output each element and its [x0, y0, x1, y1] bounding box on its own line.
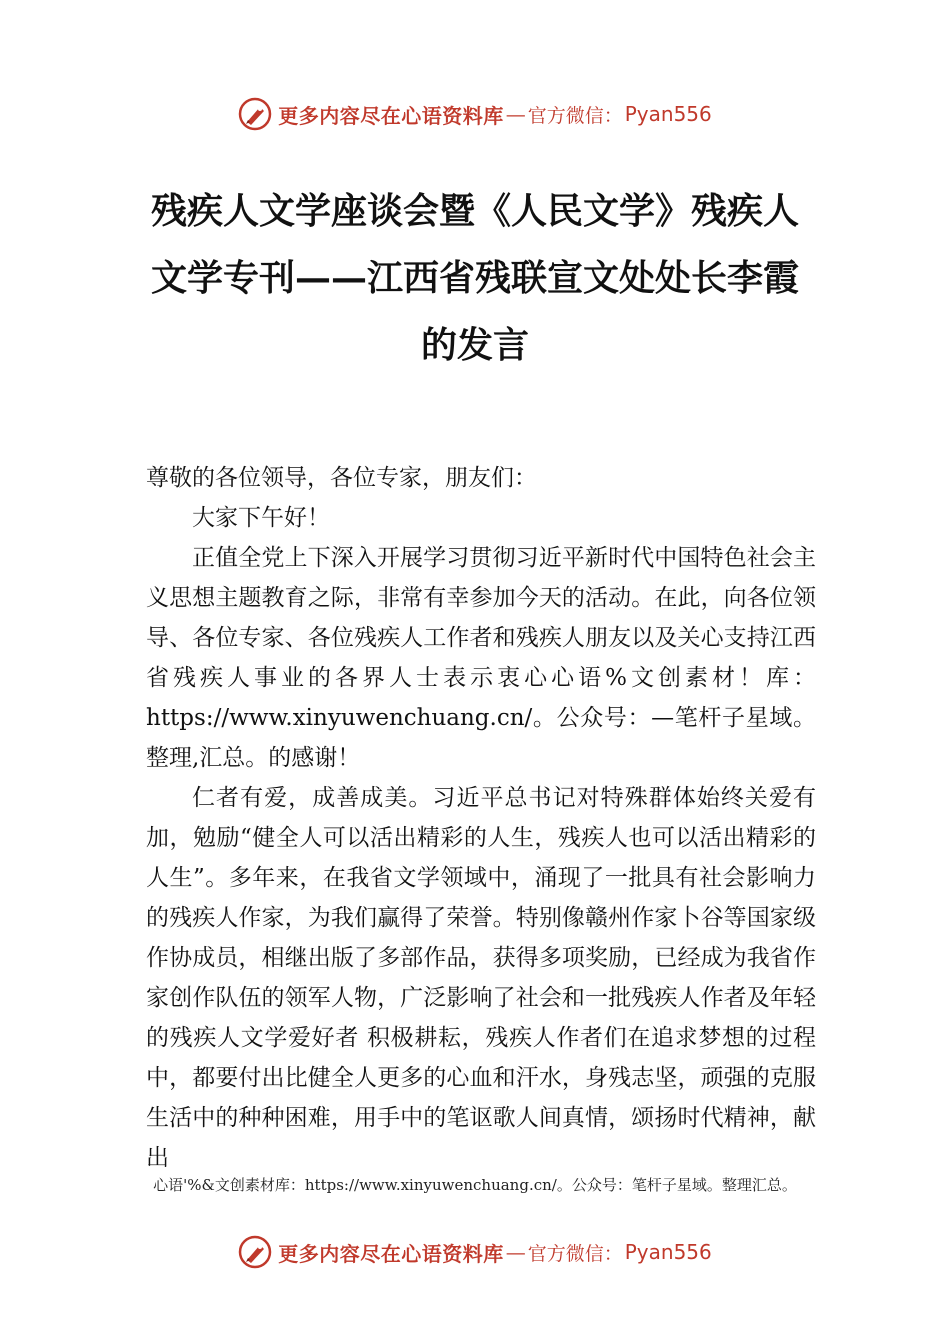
salutation: 尊敬的各位领导，各位专家，朋友们：	[146, 465, 537, 491]
paragraph: 正值全党上下深入开展学习贯彻习近平新时代中国特色社会主义思想主题教育之际，非常有幸参加今天的活动。在此，向各位领导、各位专家、各位残疾人工作者和残疾人朋友以及关心支持江西省残疾人事业的各界人士表示衷心心语%文创素材！库：https://www.xinyuwenchuang.cn/。公众号：—笔杆子星域。整理,汇总。的感谢！	[146, 545, 816, 771]
document-title	[140, 178, 810, 379]
footer-note: 心语'%&文创素材库：https://www.xinyuwenchuang.cn/。公众号：笔杆子星域。整理汇总。	[153, 1176, 797, 1194]
title-line: 文学专刊——江西省残联宣文处处长李霞	[150, 257, 799, 299]
header-banner	[0, 94, 950, 134]
banner-separator: —	[505, 1240, 526, 1264]
banner-text: 更多内容尽在心语资料库	[278, 103, 504, 128]
title-line: 的发言	[420, 324, 529, 366]
pen-nib-logo-icon	[238, 97, 272, 131]
document-body	[146, 458, 816, 1178]
banner-wechat-label: 官方微信：	[527, 1242, 623, 1265]
title-line: 残疾人文学座谈会暨《人民文学》残疾人	[150, 190, 799, 232]
banner-wechat-label: 官方微信：	[527, 104, 623, 127]
greeting: 大家下午好！	[192, 505, 330, 531]
pen-nib-logo-icon	[238, 1235, 272, 1269]
banner-wechat-id: Pyan556	[624, 102, 712, 126]
footer-banner	[0, 1232, 950, 1272]
banner-wechat-id: Pyan556	[624, 1240, 712, 1264]
banner-separator: —	[505, 102, 526, 126]
banner-text: 更多内容尽在心语资料库	[278, 1241, 504, 1266]
paragraph: 仁者有爱，成善成美。习近平总书记对特殊群体始终关爱有加，勉励“健全人可以活出精彩的人生，残疾人也可以活出精彩的人生”。多年来，在我省文学领域中，涌现了一批具有社会影响力的残疾人作家，为我们赢得了荣誉。特别像赣州作家卜谷等国家级作协成员，相继出版了多部作品，获得多项奖励，已经成为我省作家创作队伍的领军人物，广泛影响了社会和一批残疾人作者及年轻的残疾人文学爱好者 积极耕耘，残疾人作者们在追求梦想的过程中，都要付出比健全人更多的心血和汗水，身残志坚，顽强的克服生活中的种种困难，用手中的笔讴歌人间真情，颂扬时代精神，献出	[146, 785, 816, 1171]
